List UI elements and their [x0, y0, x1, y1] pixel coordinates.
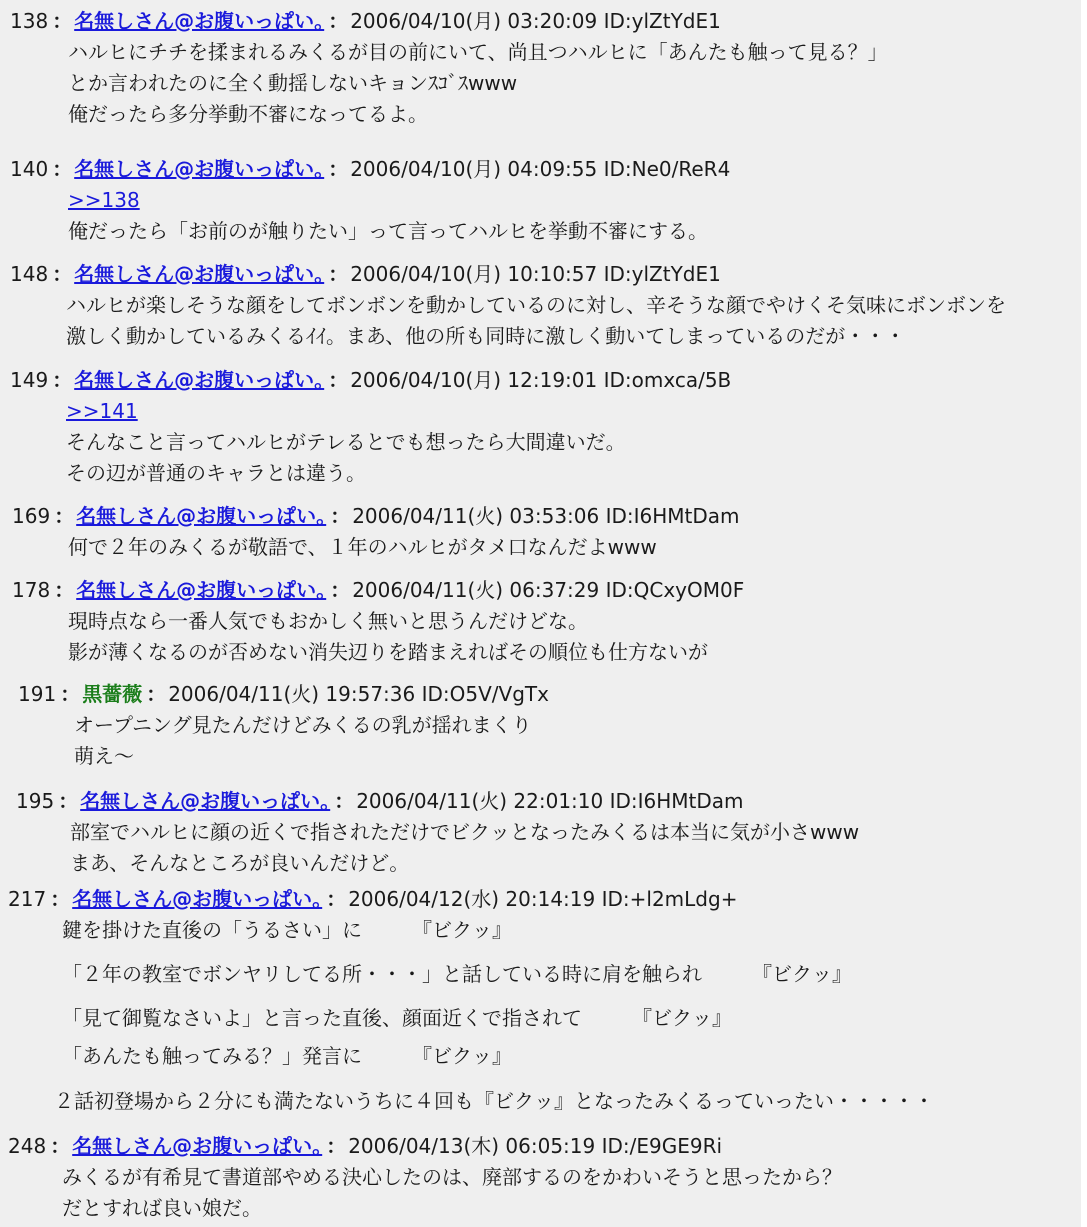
poster-name[interactable]: 名無しさん@お腹いっぱい。 [76, 504, 327, 528]
poster-name[interactable]: 名無しさん@お腹いっぱい。 [72, 887, 323, 911]
post-line: 激しく動かしているみくるｲｲ。まあ、他の所も同時に激しく動いてしまっているのだが・・・ [66, 324, 906, 348]
post-number[interactable]: 248 [8, 1134, 47, 1158]
post-line: ハルヒが楽しそうな顔をしてボンボンを動かしているのに対し、辛そうな顔でやけくそ気味にボンボンを [66, 293, 1006, 317]
post-header: 217 ： 名無しさん@お腹いっぱい。 ： 2006/04/12(水) 20:14:19 ID:+l2mLdg+ [8, 884, 737, 914]
post-header: 191 ： 黒薔薇 ： 2006/04/11(火) 19:57:36 ID:O5V/VgTx [18, 679, 549, 709]
post-header: 248 ： 名無しさん@お腹いっぱい。 ： 2006/04/13(木) 06:05:19 ID:/E9GE9Ri [8, 1131, 722, 1161]
poster-name[interactable]: 名無しさん@お腹いっぱい。 [80, 789, 331, 813]
post-line: 部室でハルヒに顔の近くで指されただけでビクッとなったみくるは本当に気が小さwww [70, 820, 860, 844]
post-line: 「見て御覧なさいよ」と言った直後、顔面近くで指されて 『ビクッ』 [62, 1006, 732, 1030]
post-line: だとすれば良い娘だ。 [62, 1196, 262, 1220]
reply-anchor-link[interactable]: >>138 [68, 188, 140, 212]
post-line: 現時点なら一番人気でもおかしく無いと思うんだけどな。 [68, 609, 588, 633]
post-header: 138 ： 名無しさん@お腹いっぱい。 ： 2006/04/10(月) 03:20:09 ID:ylZtYdE1 [10, 6, 721, 36]
post-number[interactable]: 217 [8, 887, 47, 911]
post-number[interactable]: 178 [12, 578, 51, 602]
post-line: その辺が普通のキャラとは違う。 [66, 461, 366, 485]
post-number[interactable]: 191 [18, 682, 57, 706]
post-header: 149 ： 名無しさん@お腹いっぱい。 ： 2006/04/10(月) 12:19:01 ID:omxca/5B [10, 365, 731, 395]
post-number[interactable]: 149 [10, 368, 49, 392]
poster-name[interactable]: 名無しさん@お腹いっぱい。 [74, 368, 325, 392]
post-meta: 2006/04/10(月) 10:10:57 ID:ylZtYdE1 [350, 262, 721, 286]
poster-name: 黒薔薇 [82, 682, 143, 706]
post-line: オープニング見たんだけどみくるの乳が揺れまくり [74, 713, 532, 737]
post-number[interactable]: 195 [16, 789, 55, 813]
post-number[interactable]: 138 [10, 9, 49, 33]
post-meta: 2006/04/11(火) 03:53:06 ID:I6HMtDam [352, 504, 740, 528]
post-header: 195 ： 名無しさん@お腹いっぱい。 ： 2006/04/11(火) 22:01:10 ID:I6HMtDam [16, 786, 744, 816]
post-line: まあ、そんなところが良いんだけど。 [70, 851, 410, 875]
right-edge-strip [1081, 0, 1087, 1227]
post-header: 140 ： 名無しさん@お腹いっぱい。 ： 2006/04/10(月) 04:09:55 ID:Ne0/ReR4 [10, 154, 730, 184]
post-meta: 2006/04/11(火) 22:01:10 ID:I6HMtDam [356, 789, 744, 813]
post-line: 鍵を掛けた直後の「うるさい」に 『ビクッ』 [62, 918, 512, 942]
post-number[interactable]: 140 [10, 157, 49, 181]
reply-anchor-link[interactable]: >>141 [66, 399, 138, 423]
poster-name[interactable]: 名無しさん@お腹いっぱい。 [74, 262, 325, 286]
post-header: 169 ： 名無しさん@お腹いっぱい。 ： 2006/04/11(火) 03:53:06 ID:I6HMtDam [12, 501, 740, 531]
post-line: 何で２年のみくるが敬語で、１年のハルヒがタメ口なんだよwww [68, 535, 657, 559]
poster-name[interactable]: 名無しさん@お腹いっぱい。 [74, 157, 325, 181]
post-line: 「２年の教室でボンヤリしてる所・・・」と話している時に肩を触られ 『ビクッ』 [62, 962, 852, 986]
post-line: 萌え～ [74, 744, 134, 768]
post-line: 俺だったら「お前のが触りたい」って言ってハルヒを挙動不審にする。 [68, 219, 708, 243]
post-line: 「あんたも触ってみる？」発言に 『ビクッ』 [62, 1044, 512, 1068]
post-meta: 2006/04/13(木) 06:05:19 ID:/E9GE9Ri [348, 1134, 723, 1158]
post-header: 148 ： 名無しさん@お腹いっぱい。 ： 2006/04/10(月) 10:10:57 ID:ylZtYdE1 [10, 259, 721, 289]
post-number[interactable]: 148 [10, 262, 49, 286]
post-meta: 2006/04/10(月) 03:20:09 ID:ylZtYdE1 [350, 9, 721, 33]
post-line: ２話初登場から２分にも満たないうちに４回も『ビクッ』となったみくるっていったい・・・・・ [54, 1089, 934, 1113]
post-line: 俺だったら多分挙動不審になってるよ。 [68, 102, 428, 126]
poster-name[interactable]: 名無しさん@お腹いっぱい。 [72, 1134, 323, 1158]
post-line: そんなこと言ってハルヒがテレるとでも想ったら大間違いだ。 [66, 430, 626, 454]
post-number[interactable]: 169 [12, 504, 51, 528]
post-line: 影が薄くなるのが否めない消失辺りを踏まえればその順位も仕方ないが [68, 640, 708, 664]
poster-name[interactable]: 名無しさん@お腹いっぱい。 [74, 9, 325, 33]
post-meta: 2006/04/10(月) 04:09:55 ID:Ne0/ReR4 [350, 157, 731, 181]
poster-name[interactable]: 名無しさん@お腹いっぱい。 [76, 578, 327, 602]
post-line: とか言われたのに全く動揺しないキョンｽｺﾞｽwww [68, 71, 518, 95]
post-meta: 2006/04/12(水) 20:14:19 ID:+l2mLdg+ [348, 887, 738, 911]
post-line: ハルヒにチチを揉まれるみくるが目の前にいて、尚且つハルヒに「あんたも触って見る？」 [68, 40, 888, 64]
post-line: みくるが有希見て書道部やめる決心したのは、廃部するのをかわいそうと思ったから？ [62, 1165, 842, 1189]
post-meta: 2006/04/11(火) 19:57:36 ID:O5V/VgTx [168, 682, 549, 706]
post-header: 178 ： 名無しさん@お腹いっぱい。 ： 2006/04/11(火) 06:37:29 ID:QCxyOM0F [12, 575, 744, 605]
post-meta: 2006/04/11(火) 06:37:29 ID:QCxyOM0F [352, 578, 745, 602]
post-meta: 2006/04/10(月) 12:19:01 ID:omxca/5B [350, 368, 732, 392]
